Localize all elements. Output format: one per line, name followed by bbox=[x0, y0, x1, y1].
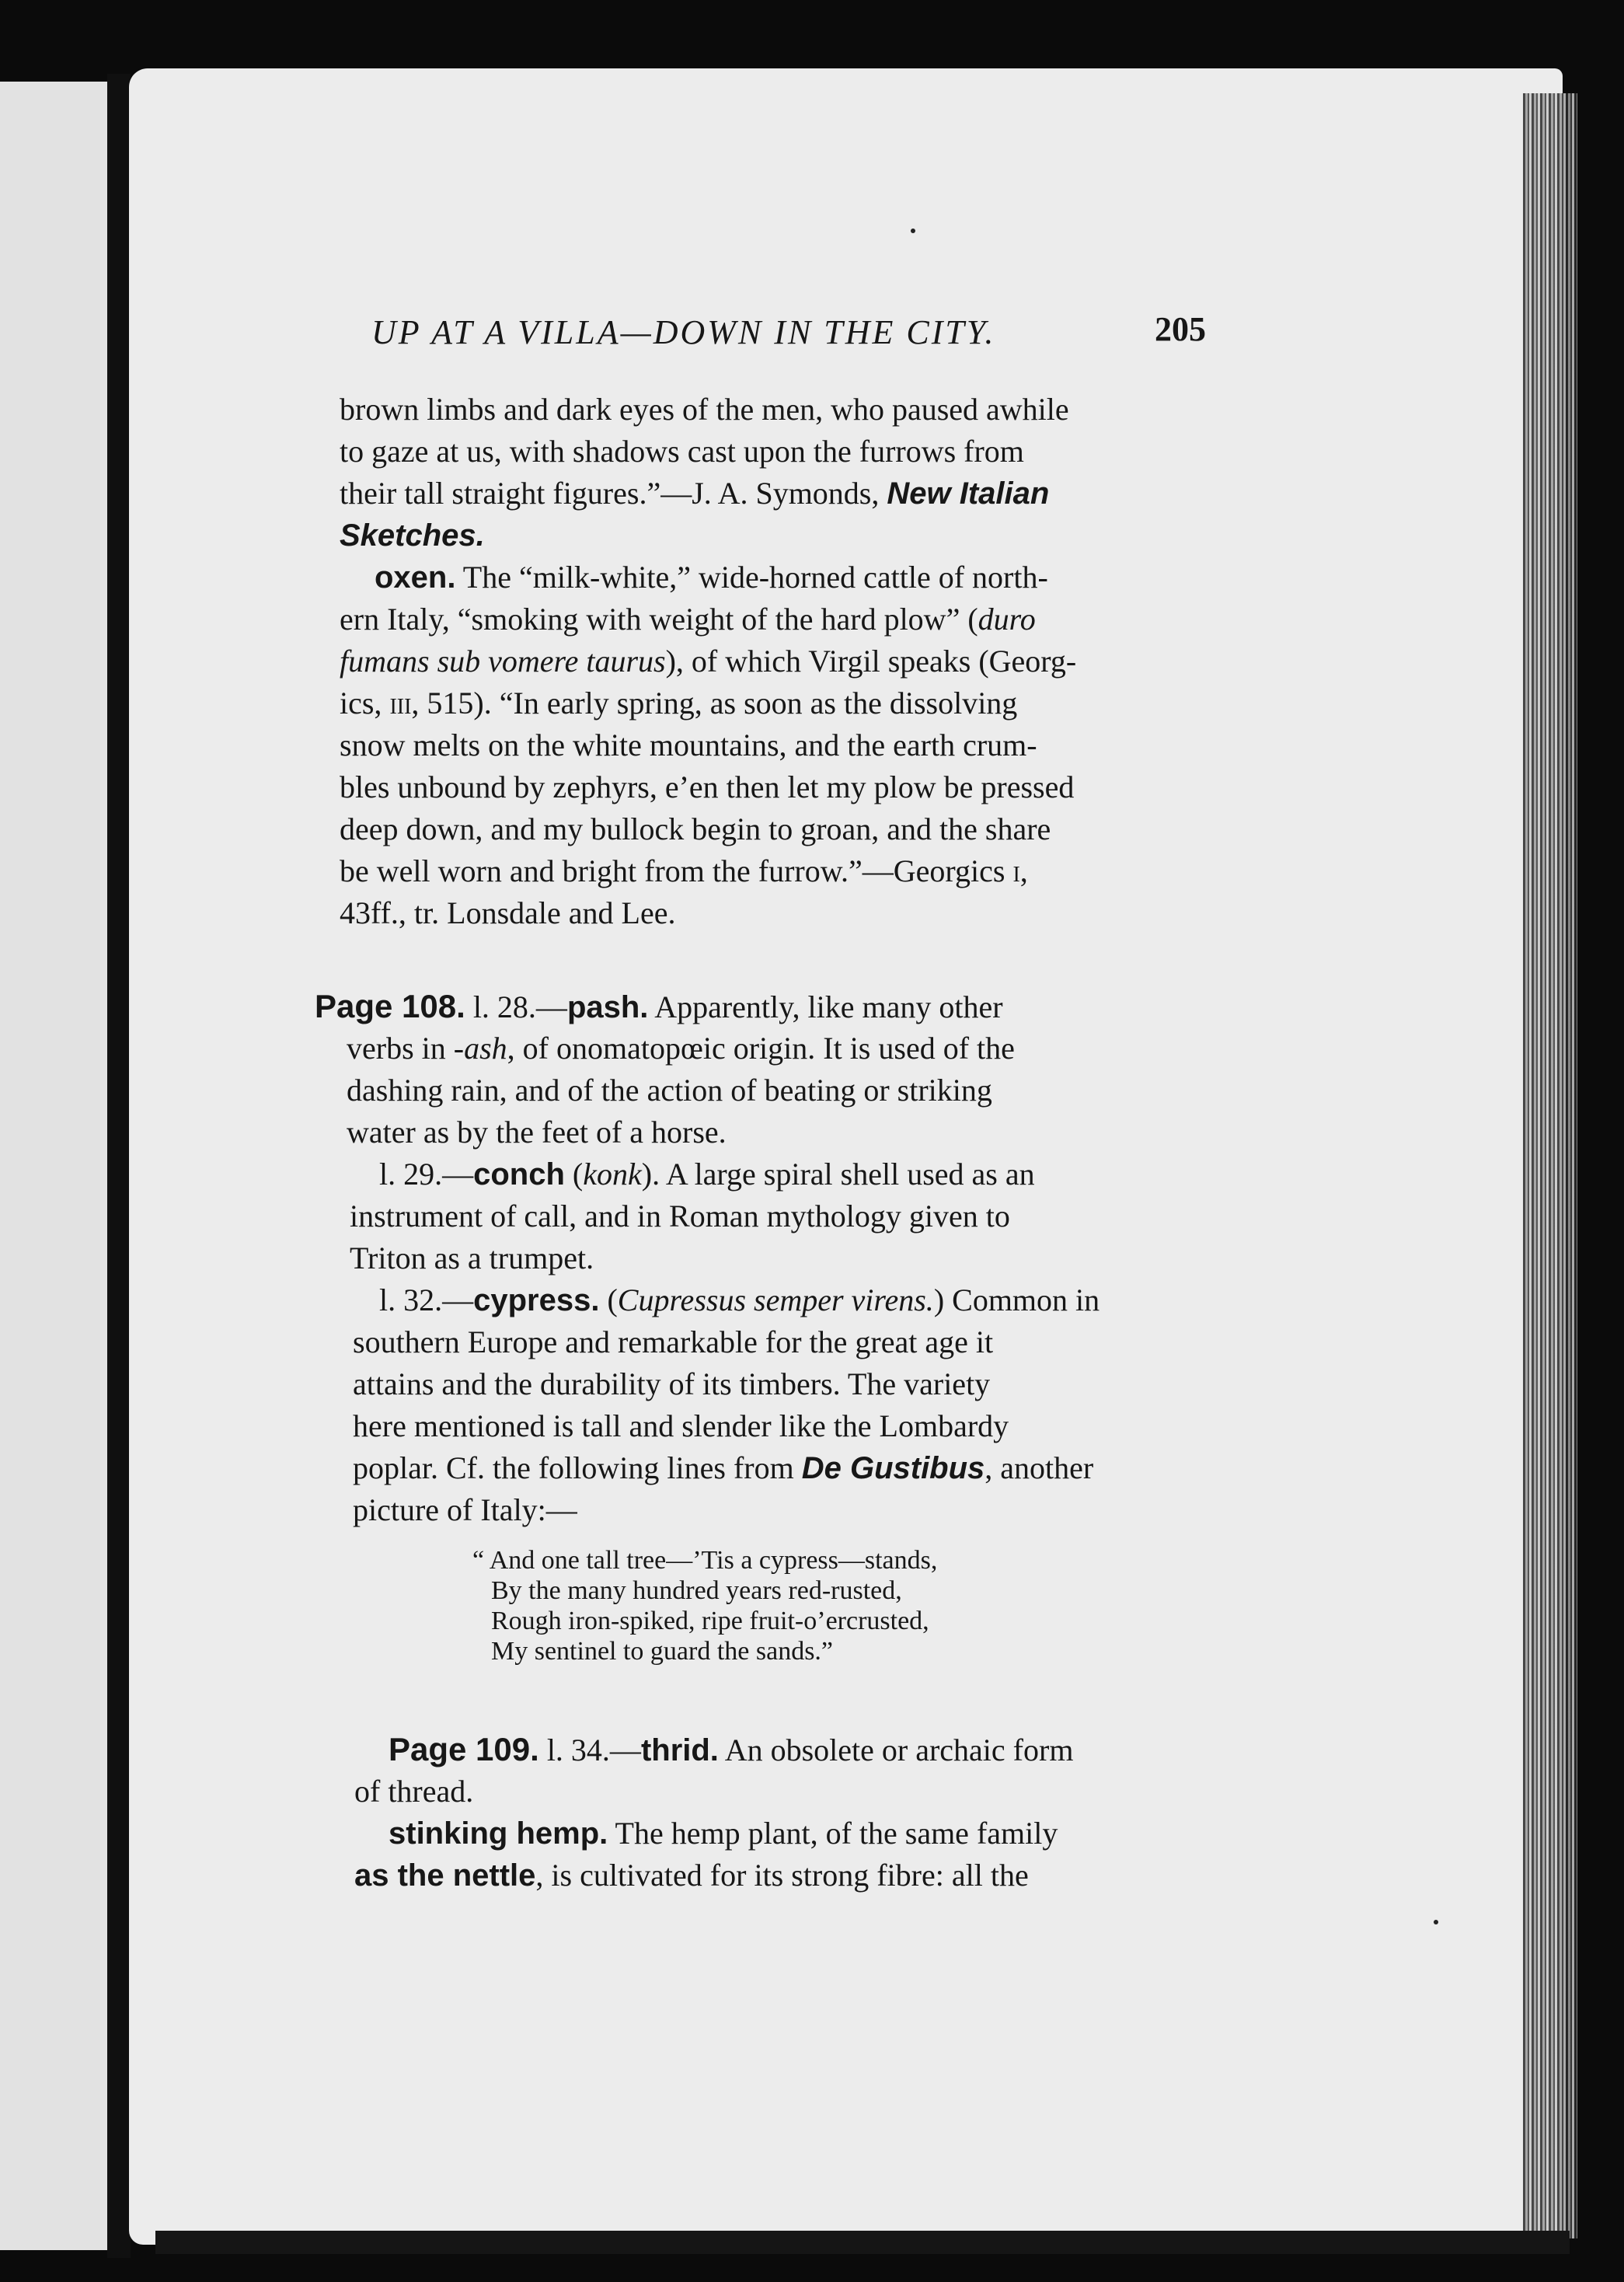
gloss-term: cypress. bbox=[473, 1283, 600, 1317]
text-line: ics, iii, 515). “In early spring, as soon as the dissolving bbox=[340, 686, 1018, 721]
running-head bbox=[371, 312, 1211, 352]
text-line: l. 29.—conch (konk). A large spiral shell used as an bbox=[379, 1157, 1035, 1192]
page-number: 205 bbox=[1155, 310, 1206, 348]
text-line: Sketches. bbox=[340, 518, 485, 553]
text-line: as the nettle, is cultivated for its strong fibre: all the bbox=[354, 1858, 1029, 1893]
verse-line: Rough iron-spiked, ripe fruit-o’ercrusted, bbox=[491, 1607, 929, 1635]
text-line: picture of Italy:— bbox=[353, 1492, 577, 1527]
text-line: southern Europe and remarkable for the great age it bbox=[353, 1324, 994, 1359]
gloss-term: thrid. bbox=[640, 1733, 719, 1767]
verse-line: “ And one tall tree—’Tis a cypress—stands, bbox=[472, 1546, 938, 1575]
text-line: deep down, and my bullock begin to groan, and the share bbox=[340, 811, 1051, 846]
text-line: attains and the durability of its timbers. The variety bbox=[353, 1366, 991, 1401]
text-line: dashing rain, and of the action of beating or striking bbox=[347, 1073, 992, 1108]
page-ref-label: Page 108. bbox=[315, 988, 465, 1024]
text-line: their tall straight figures.”—J. A. Symonds, New Italian bbox=[340, 476, 1050, 511]
text-line: here mentioned is tall and slender like the Lombardy bbox=[353, 1408, 1009, 1443]
gloss-term: stinking hemp. bbox=[389, 1816, 608, 1851]
text-line: of thread. bbox=[354, 1774, 474, 1809]
text-line: verbs in -ash, of onomatopœic origin. It is used of the bbox=[347, 1031, 1015, 1066]
gloss-term: oxen. bbox=[375, 560, 456, 595]
text-line: brown limbs and dark eyes of the men, who paused awhile bbox=[340, 392, 1069, 427]
verse-line: By the many hundred years red-rusted, bbox=[491, 1576, 902, 1605]
text-line: poplar. Cf. the following lines from De Gustibus, another bbox=[353, 1450, 1094, 1485]
text-line: ern Italy, “smoking with weight of the hard plow” (duro bbox=[340, 602, 1036, 637]
text-line: l. 32.—cypress. (Cupressus semper virens.) Common in bbox=[379, 1282, 1100, 1317]
running-title: UP AT A VILLA—DOWN IN THE CITY. bbox=[371, 313, 996, 351]
text-line: be well worn and bright from the furrow.”—Georgics i, bbox=[340, 853, 1028, 888]
text-line: Triton as a trumpet. bbox=[350, 1240, 594, 1275]
text-line: water as by the feet of a horse. bbox=[347, 1115, 727, 1150]
gloss-term: conch bbox=[473, 1157, 565, 1192]
page-ref-label: Page 109. bbox=[389, 1731, 539, 1767]
text-line: to gaze at us, with shadows cast upon the furrows from bbox=[340, 434, 1024, 469]
text-line: oxen. The “milk-white,” wide-horned cattle of north- bbox=[375, 560, 1048, 595]
gloss-term: pash. bbox=[566, 990, 649, 1024]
text-line: Page 108. l. 28.—pash. Apparently, like many other bbox=[315, 988, 1003, 1024]
text-line: instrument of call, and in Roman mythology given to bbox=[350, 1199, 1010, 1233]
text-line: bles unbound by zephyrs, e’en then let my plow be pressed bbox=[340, 769, 1075, 804]
verse-line: My sentinel to guard the sands.” bbox=[491, 1637, 834, 1666]
text-line: snow melts on the white mountains, and the earth crum- bbox=[340, 728, 1037, 762]
text-line: Page 109. l. 34.—thrid. An obsolete or archaic form bbox=[389, 1731, 1074, 1767]
text-line: stinking hemp. The hemp plant, of the same family bbox=[389, 1816, 1058, 1851]
text-line: fumans sub vomere taurus), of which Virgil speaks (Georg- bbox=[340, 644, 1077, 679]
text-line: 43ff., tr. Lonsdale and Lee. bbox=[340, 895, 676, 930]
